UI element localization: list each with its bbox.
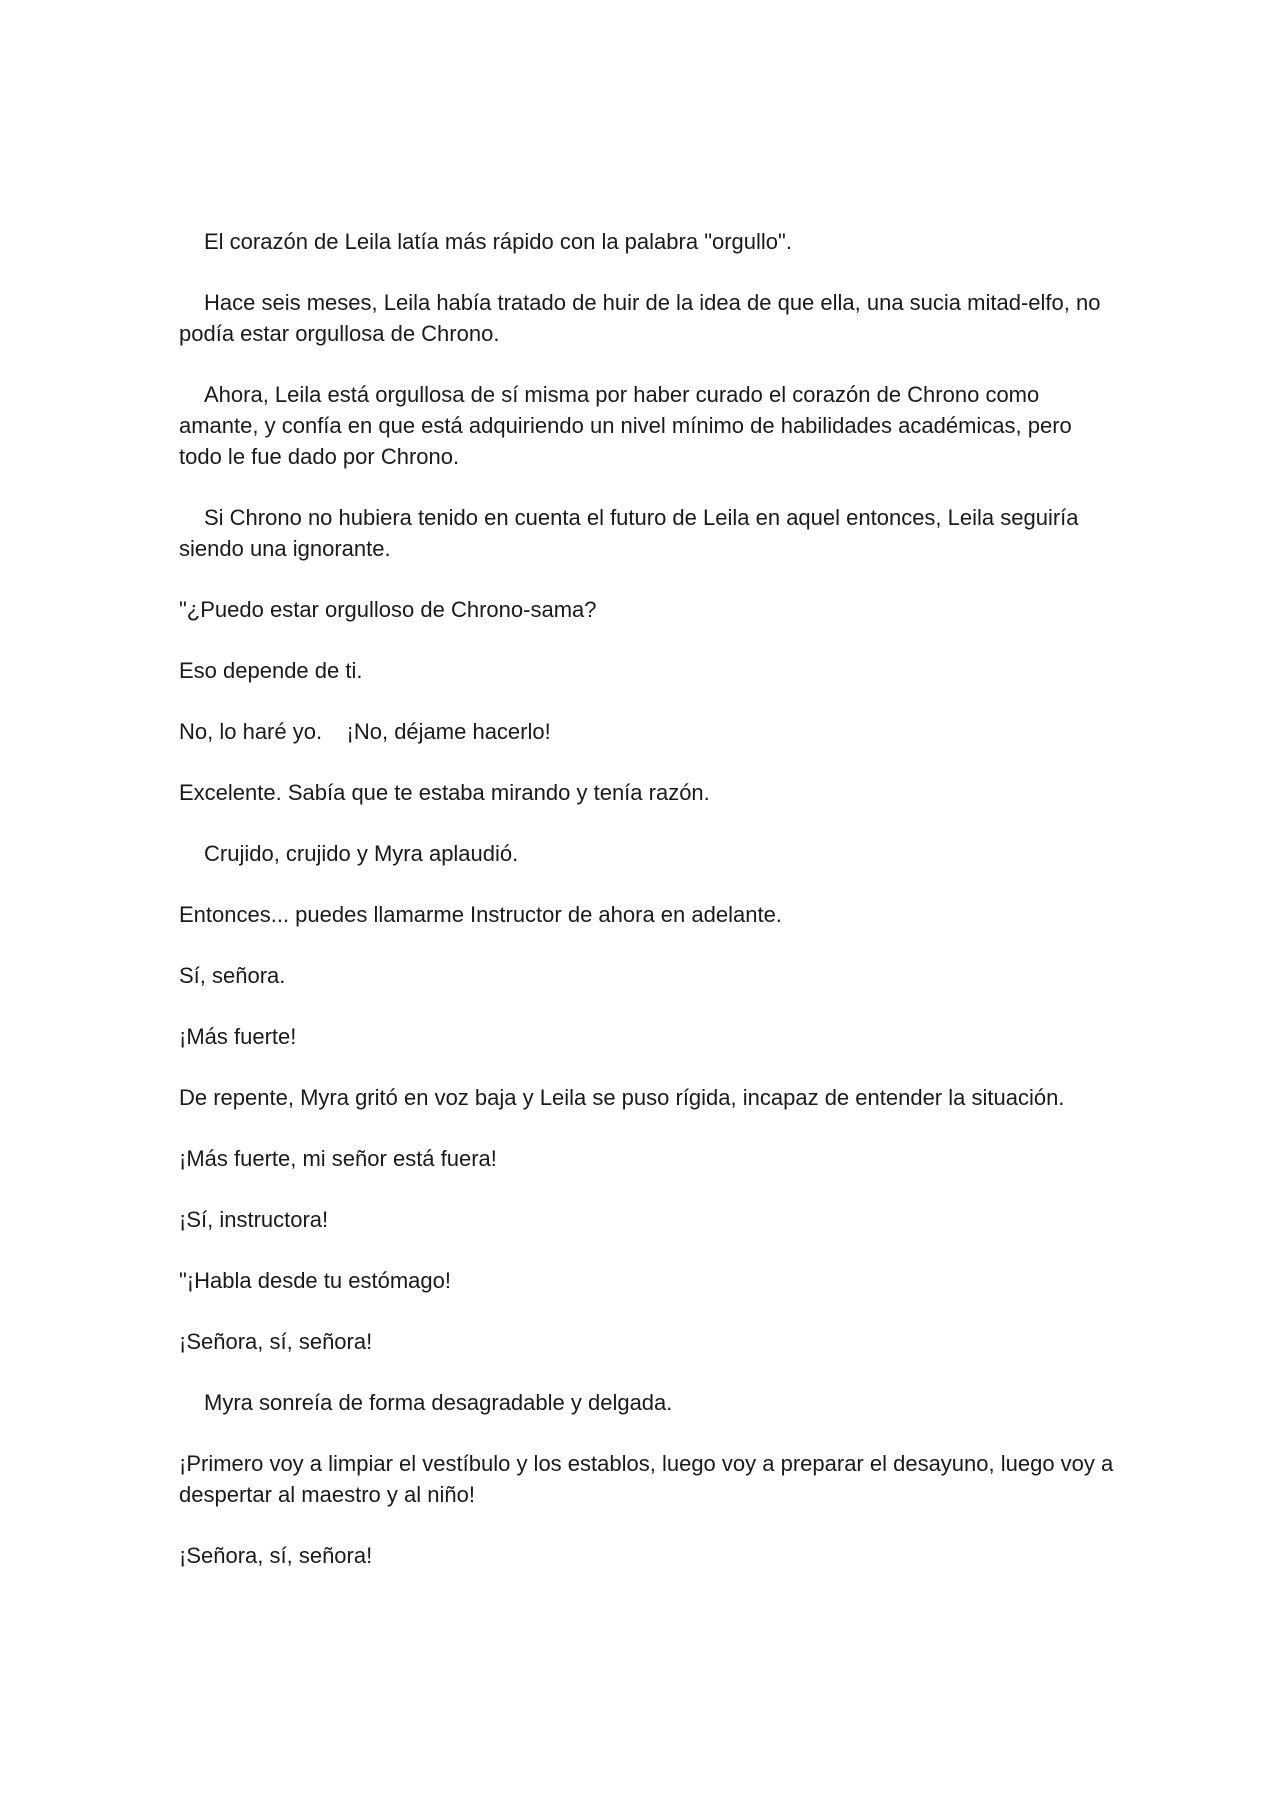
paragraph-12: ¡Más fuerte! — [179, 1024, 297, 1049]
paragraph-13: De repente, Myra gritó en voz baja y Leila se puso rígida, incapaz de entender la situación. — [179, 1085, 1065, 1110]
paragraph-3: Ahora, Leila está orgullosa de sí misma por haber curado el corazón de Chrono como amante, y confía en que está adquiriendo un nivel mínimo de habilidades académicas, pero todo le fue dado por Chrono. — [179, 382, 1078, 469]
paragraph-14: ¡Más fuerte, mi señor está fuera! — [179, 1146, 497, 1171]
paragraph-16: "¡Habla desde tu estómago! — [179, 1268, 451, 1293]
paragraph-8: Excelente. Sabía que te estaba mirando y tenía razón. — [179, 780, 710, 805]
paragraph-20: ¡Señora, sí, señora! — [179, 1543, 373, 1568]
paragraph-4: Si Chrono no hubiera tenido en cuenta el futuro de Leila en aquel entonces, Leila seguiría siendo una ignorante. — [179, 505, 1085, 561]
document-body — [179, 226, 1119, 1601]
paragraph-2: Hace seis meses, Leila había tratado de huir de la idea de que ella, una sucia mitad-elfo, no podía estar orgullosa de Chrono. — [179, 290, 1107, 346]
paragraph-9: Crujido, crujido y Myra aplaudió. — [204, 841, 519, 866]
paragraph-5: "¿Puedo estar orgulloso de Chrono-sama? — [179, 597, 597, 622]
paragraph-1: El corazón de Leila latía más rápido con la palabra "orgullo". — [204, 229, 792, 254]
paragraph-7: No, lo haré yo. ¡No, déjame hacerlo! — [179, 719, 551, 744]
paragraph-19: ¡Primero voy a limpiar el vestíbulo y los establos, luego voy a preparar el desayuno, luego voy a despertar al maestro y al niño! — [179, 1451, 1120, 1507]
paragraph-6: Eso depende de ti. — [179, 658, 363, 683]
paragraph-18: Myra sonreía de forma desagradable y delgada. — [204, 1390, 673, 1415]
paragraph-15: ¡Sí, instructora! — [179, 1207, 329, 1232]
paragraph-11: Sí, señora. — [179, 963, 286, 988]
paragraph-17: ¡Señora, sí, señora! — [179, 1329, 373, 1354]
paragraph-10: Entonces... puedes llamarme Instructor de ahora en adelante. — [179, 902, 782, 927]
